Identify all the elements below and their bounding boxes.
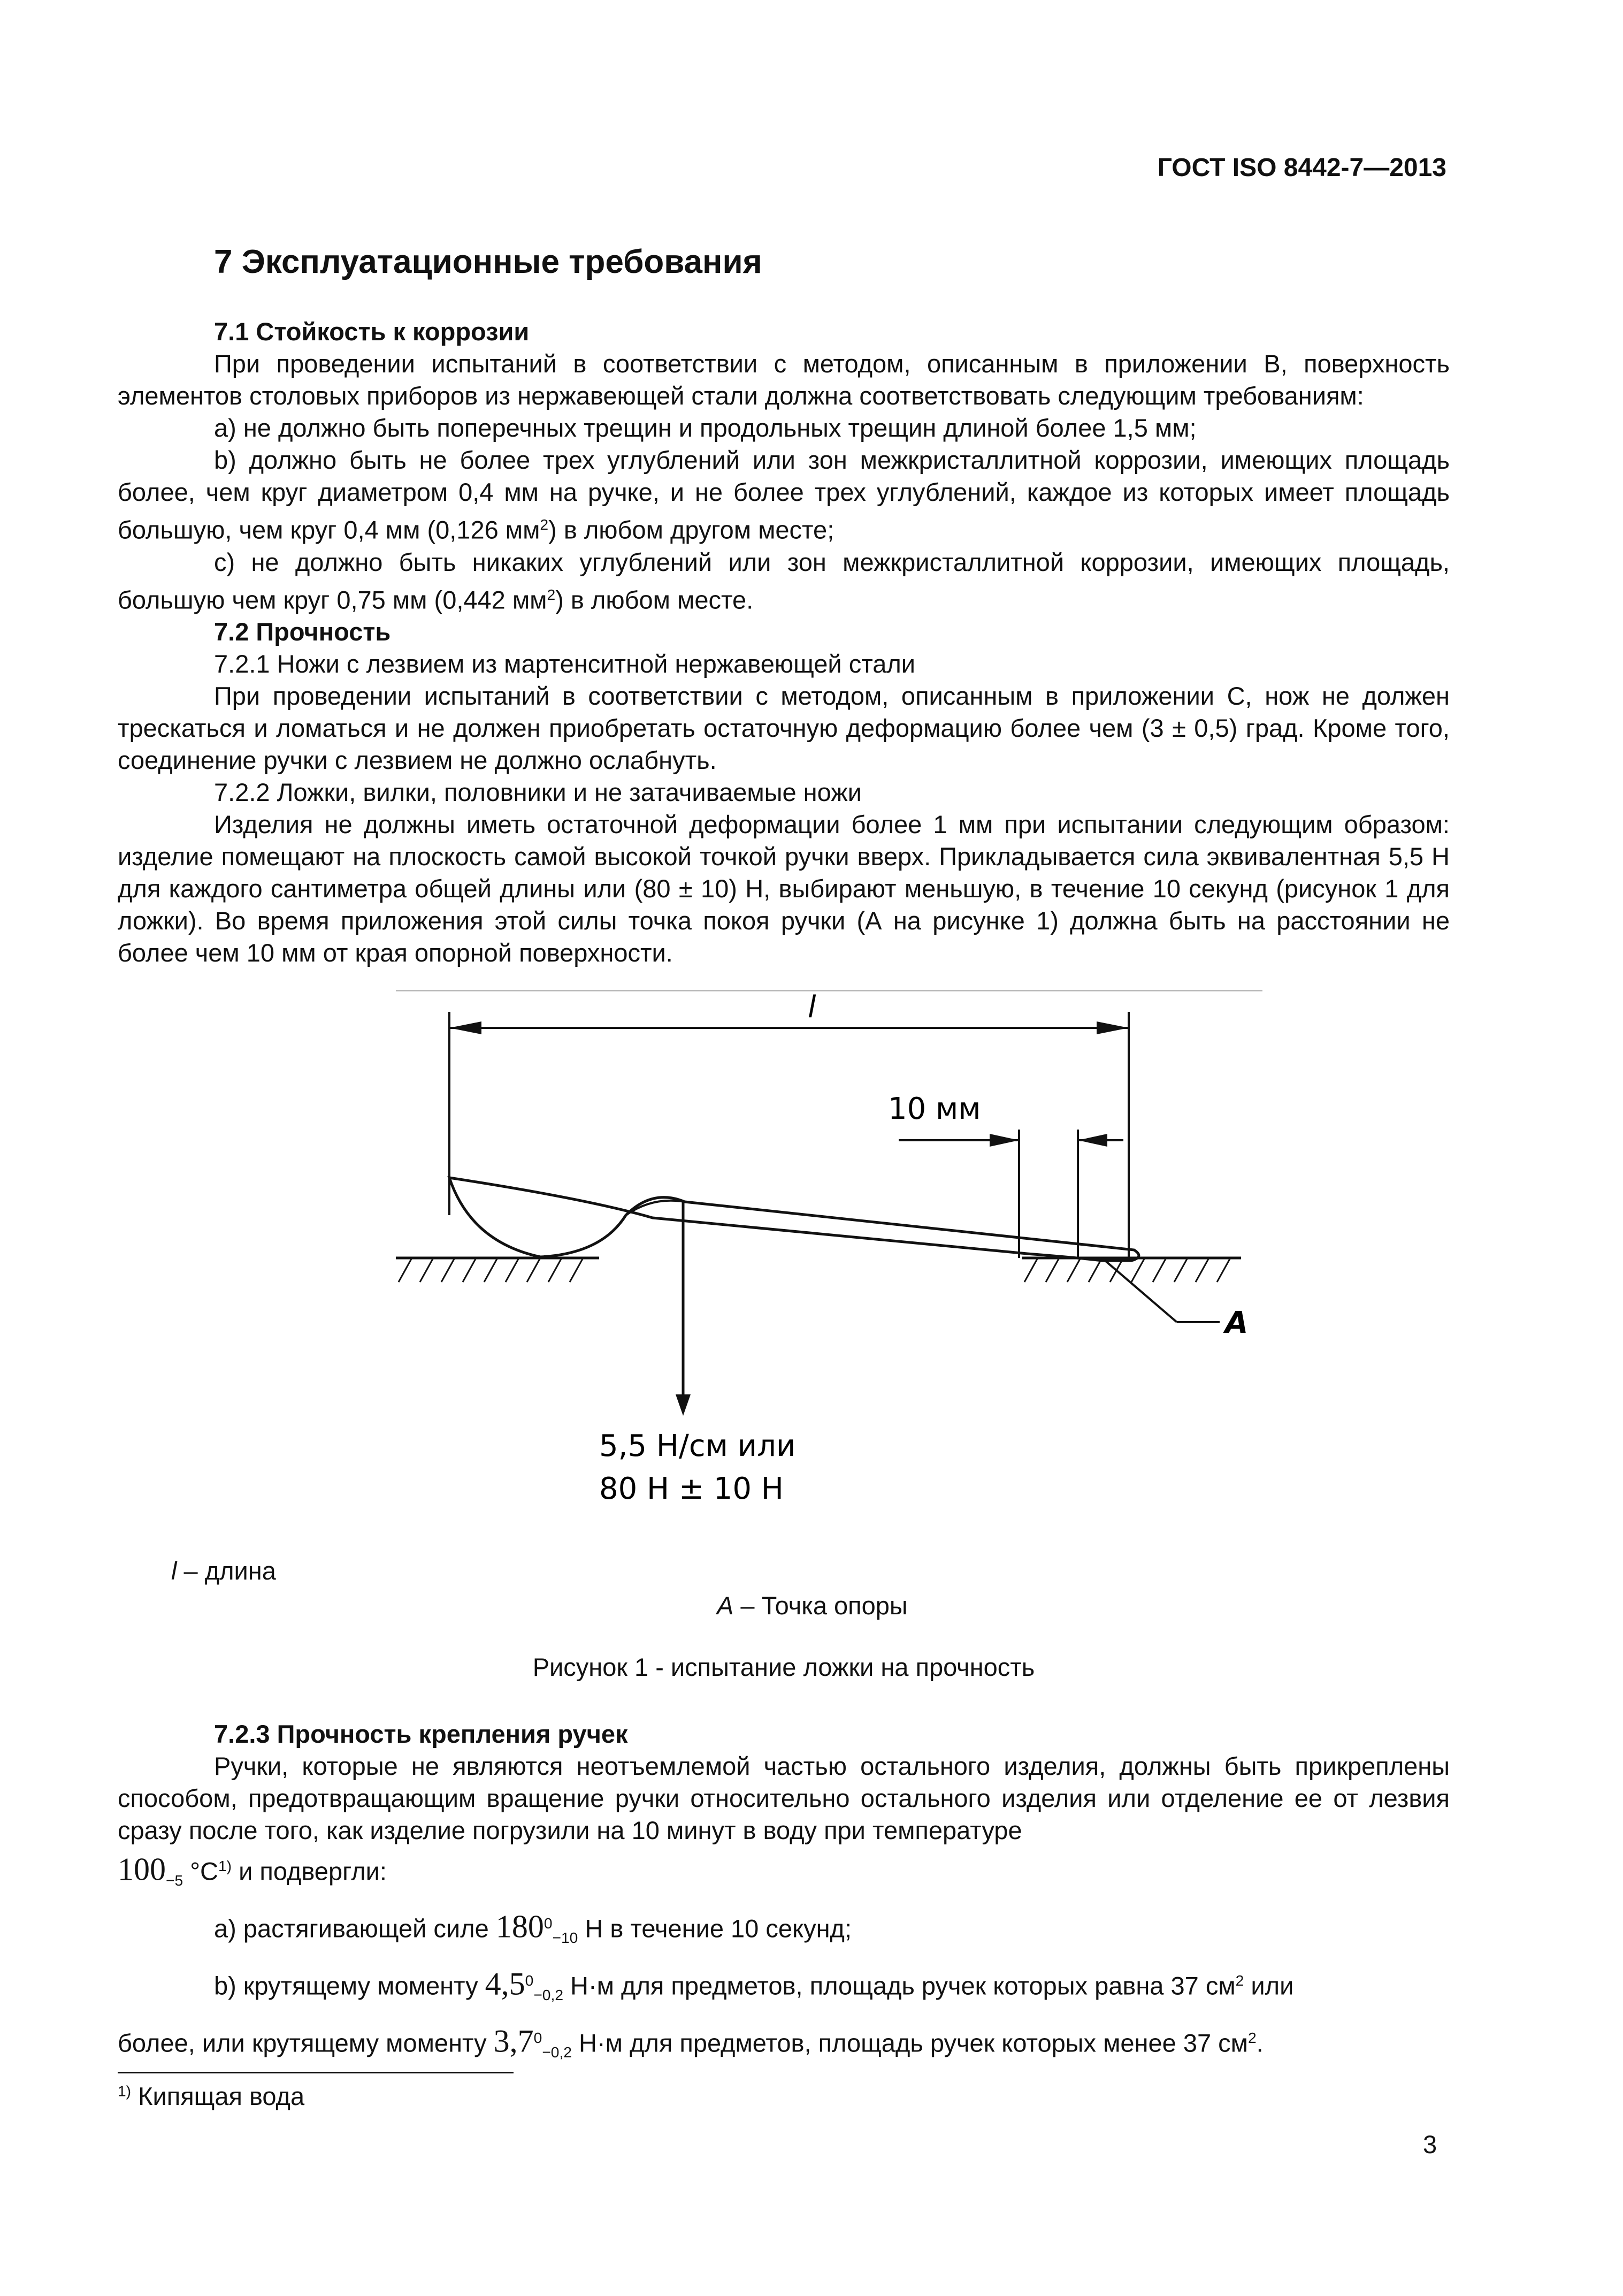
superscript: 2	[547, 585, 556, 603]
legend-a	[717, 1590, 908, 1622]
legend-l	[171, 1555, 276, 1587]
list-item-71-b-text: b) должно быть не более трех углублений или зон межкристаллитной коррозии, имеющих площадь более, чем круг диаметром 0,4 мм на ручке, и не более трех углублений, каждое из которых имеет площадь большую, чем круг 0,4 мм (0,126 мм	[118, 446, 1450, 544]
torque-value: 4,5	[485, 1966, 525, 2002]
list-item-71-b-tail: ) в любом другом месте;	[548, 515, 835, 544]
superscript: 2	[1235, 1972, 1244, 1989]
subsection-723-title: 7.2.3 Прочность крепления ручек	[214, 1720, 628, 1749]
temp-tail: и подвергли:	[232, 1857, 387, 1886]
temp-value: 100	[118, 1851, 166, 1887]
paragraph-71-intro: При проведении испытаний в соответствии с методом, описанным в приложении В, поверхность элементов столовых приборов из нержавеющей стали должна соответствовать следующим требованиям:	[118, 349, 1450, 410]
list-item-723-b2-mid: Н·м для предметов, площадь ручек которых менее 37 см	[571, 2029, 1248, 2058]
list-item-723-a-tail: Н в течение 10 секунд;	[578, 1914, 852, 1943]
legend-l-text: – длина	[177, 1557, 276, 1585]
spoon-outline	[449, 1178, 1139, 1261]
list-item-71-c-tail: ) в любом месте.	[555, 585, 754, 614]
point-a-label: A	[1225, 1306, 1249, 1341]
footnote	[118, 2081, 304, 2111]
document-header: ГОСТ ISO 8442-7—2013	[1157, 154, 1446, 182]
temp-unit: °С	[183, 1857, 218, 1886]
force-value: 180	[495, 1909, 544, 1945]
force-label-1: 5,5 Н/см или	[599, 1429, 796, 1464]
subsection-722-title: 7.2.2 Ложки, вилки, половники и не затачиваемые ножи	[214, 778, 862, 807]
figure-caption: Рисунок 1 - испытание ложки на прочность	[532, 1653, 1035, 1682]
list-item-723-b-continued	[118, 2022, 1450, 2068]
superscript: 2	[1247, 2029, 1257, 2047]
list-item-723-b2-text: более, или крутящему моменту	[118, 2029, 494, 2058]
arrow-10-left-icon	[990, 1134, 1019, 1147]
list-item-723-b	[118, 1964, 1450, 2011]
list-item-723-a	[118, 1907, 1450, 1954]
list-item-723-b-text: b) крутящему моменту	[214, 1972, 485, 2001]
figure-spoon-test	[118, 990, 1450, 1682]
tolerance-lower: −10	[552, 1929, 578, 1947]
legend-a-text: – Точка опоры	[733, 1591, 908, 1620]
dimension-label-l: l	[808, 990, 816, 1025]
support-left-hatching	[399, 1258, 583, 1282]
superscript: 2	[540, 516, 549, 533]
list-item-71-c-text: c) не должно быть никаких углублений или зон межкристаллитной коррозии, имеющих площадь, большую чем круг 0,75 мм (0,442 мм	[118, 547, 1450, 614]
legend-l-symbol: l	[171, 1557, 177, 1585]
paragraph-721: При проведении испытаний в соответствии с методом, описанным в приложении С, нож не должен трескаться и ломаться и не должен приобретать остаточную деформацию более чем (3 ± 0,5) град. Кроме того, соединение ручки с лезвием не должно ослабнуть.	[118, 682, 1450, 775]
arrow-left-icon	[449, 1021, 481, 1034]
force-arrow-head-icon	[676, 1394, 691, 1416]
list-item-71-b	[118, 444, 1450, 546]
torque-value-2: 3,7	[493, 2024, 534, 2059]
page-number: 3	[1423, 2130, 1437, 2158]
subsection-721-title: 7.2.1 Ножи с лезвием из мартенситной нержавеющей стали	[214, 650, 916, 678]
list-item-71-a: а) не должно быть поперечных трещин и продольных трещин длиной более 1,5 мм;	[214, 414, 1197, 442]
force-label-2: 80 Н ± 10 Н	[599, 1471, 784, 1507]
temp-tolerance: −5	[166, 1872, 183, 1889]
subsection-72-title: 7.2 Прочность	[214, 617, 391, 646]
footnote-mark: 1)	[118, 2082, 132, 2100]
tolerance-upper: 0	[525, 1972, 534, 1989]
tolerance-lower: −0,2	[542, 2043, 572, 2061]
footnote-ref[interactable]: 1)	[218, 1857, 232, 1875]
list-item-723-b2-tail: .	[1256, 2029, 1264, 2058]
list-item-723-b-tail: или	[1244, 1972, 1294, 2001]
footnote-separator	[118, 2072, 514, 2073]
arrow-right-icon	[1097, 1021, 1129, 1034]
paragraph-723: Ручки, которые не являются неотъемлемой частью остального изделия, должны быть прикреплены способом, предотвращающим вращение ручки относительно остального изделия или отделение ее от лезвия сразу после того, как изделие погрузили на 10 минут в воду при температуре	[118, 1752, 1450, 1845]
document-body	[118, 243, 1450, 2069]
list-item-71-c	[118, 546, 1450, 616]
legend-a-symbol: A	[717, 1591, 734, 1620]
paragraph-722: Изделия не должны иметь остаточной деформации более 1 мм при испытании следующим образом: изделие помещают на плоскость самой высокой точкой ручки вверх. Прикладывается сила эквивалентная 5,5 Н для каждого сантиметра общей длины или (80 ± 10) Н, выбирают меньшую, в течение 10 секунд (рисунок 1 для ложки). Во время приложения этой силы точка покоя ручки (А на рисунке 1) должна быть на расстоянии не более чем 10 мм от края опорной поверхности.	[118, 810, 1450, 967]
section-title: 7 Эксплуатационные требования	[214, 243, 762, 280]
dimension-label-10mm: 10 мм	[888, 1092, 981, 1127]
list-item-723-b-mid: Н·м для предметов, площадь ручек которых равна 37 см	[563, 1972, 1236, 2001]
temperature-line	[118, 1850, 1450, 1896]
footnote-text: Кипящая вода	[131, 2082, 305, 2110]
tolerance-lower: −0,2	[533, 1986, 563, 2004]
list-item-723-a-text: а) растягивающей силе	[214, 1914, 496, 1943]
spoon-test-diagram	[118, 990, 1450, 1525]
tolerance-upper: 0	[533, 2029, 542, 2047]
arrow-10-right-icon	[1078, 1134, 1107, 1147]
tolerance-upper: 0	[543, 1914, 553, 1932]
section-723	[118, 1718, 1450, 2068]
subsection-71-title: 7.1 Стойкость к коррозии	[214, 317, 530, 346]
